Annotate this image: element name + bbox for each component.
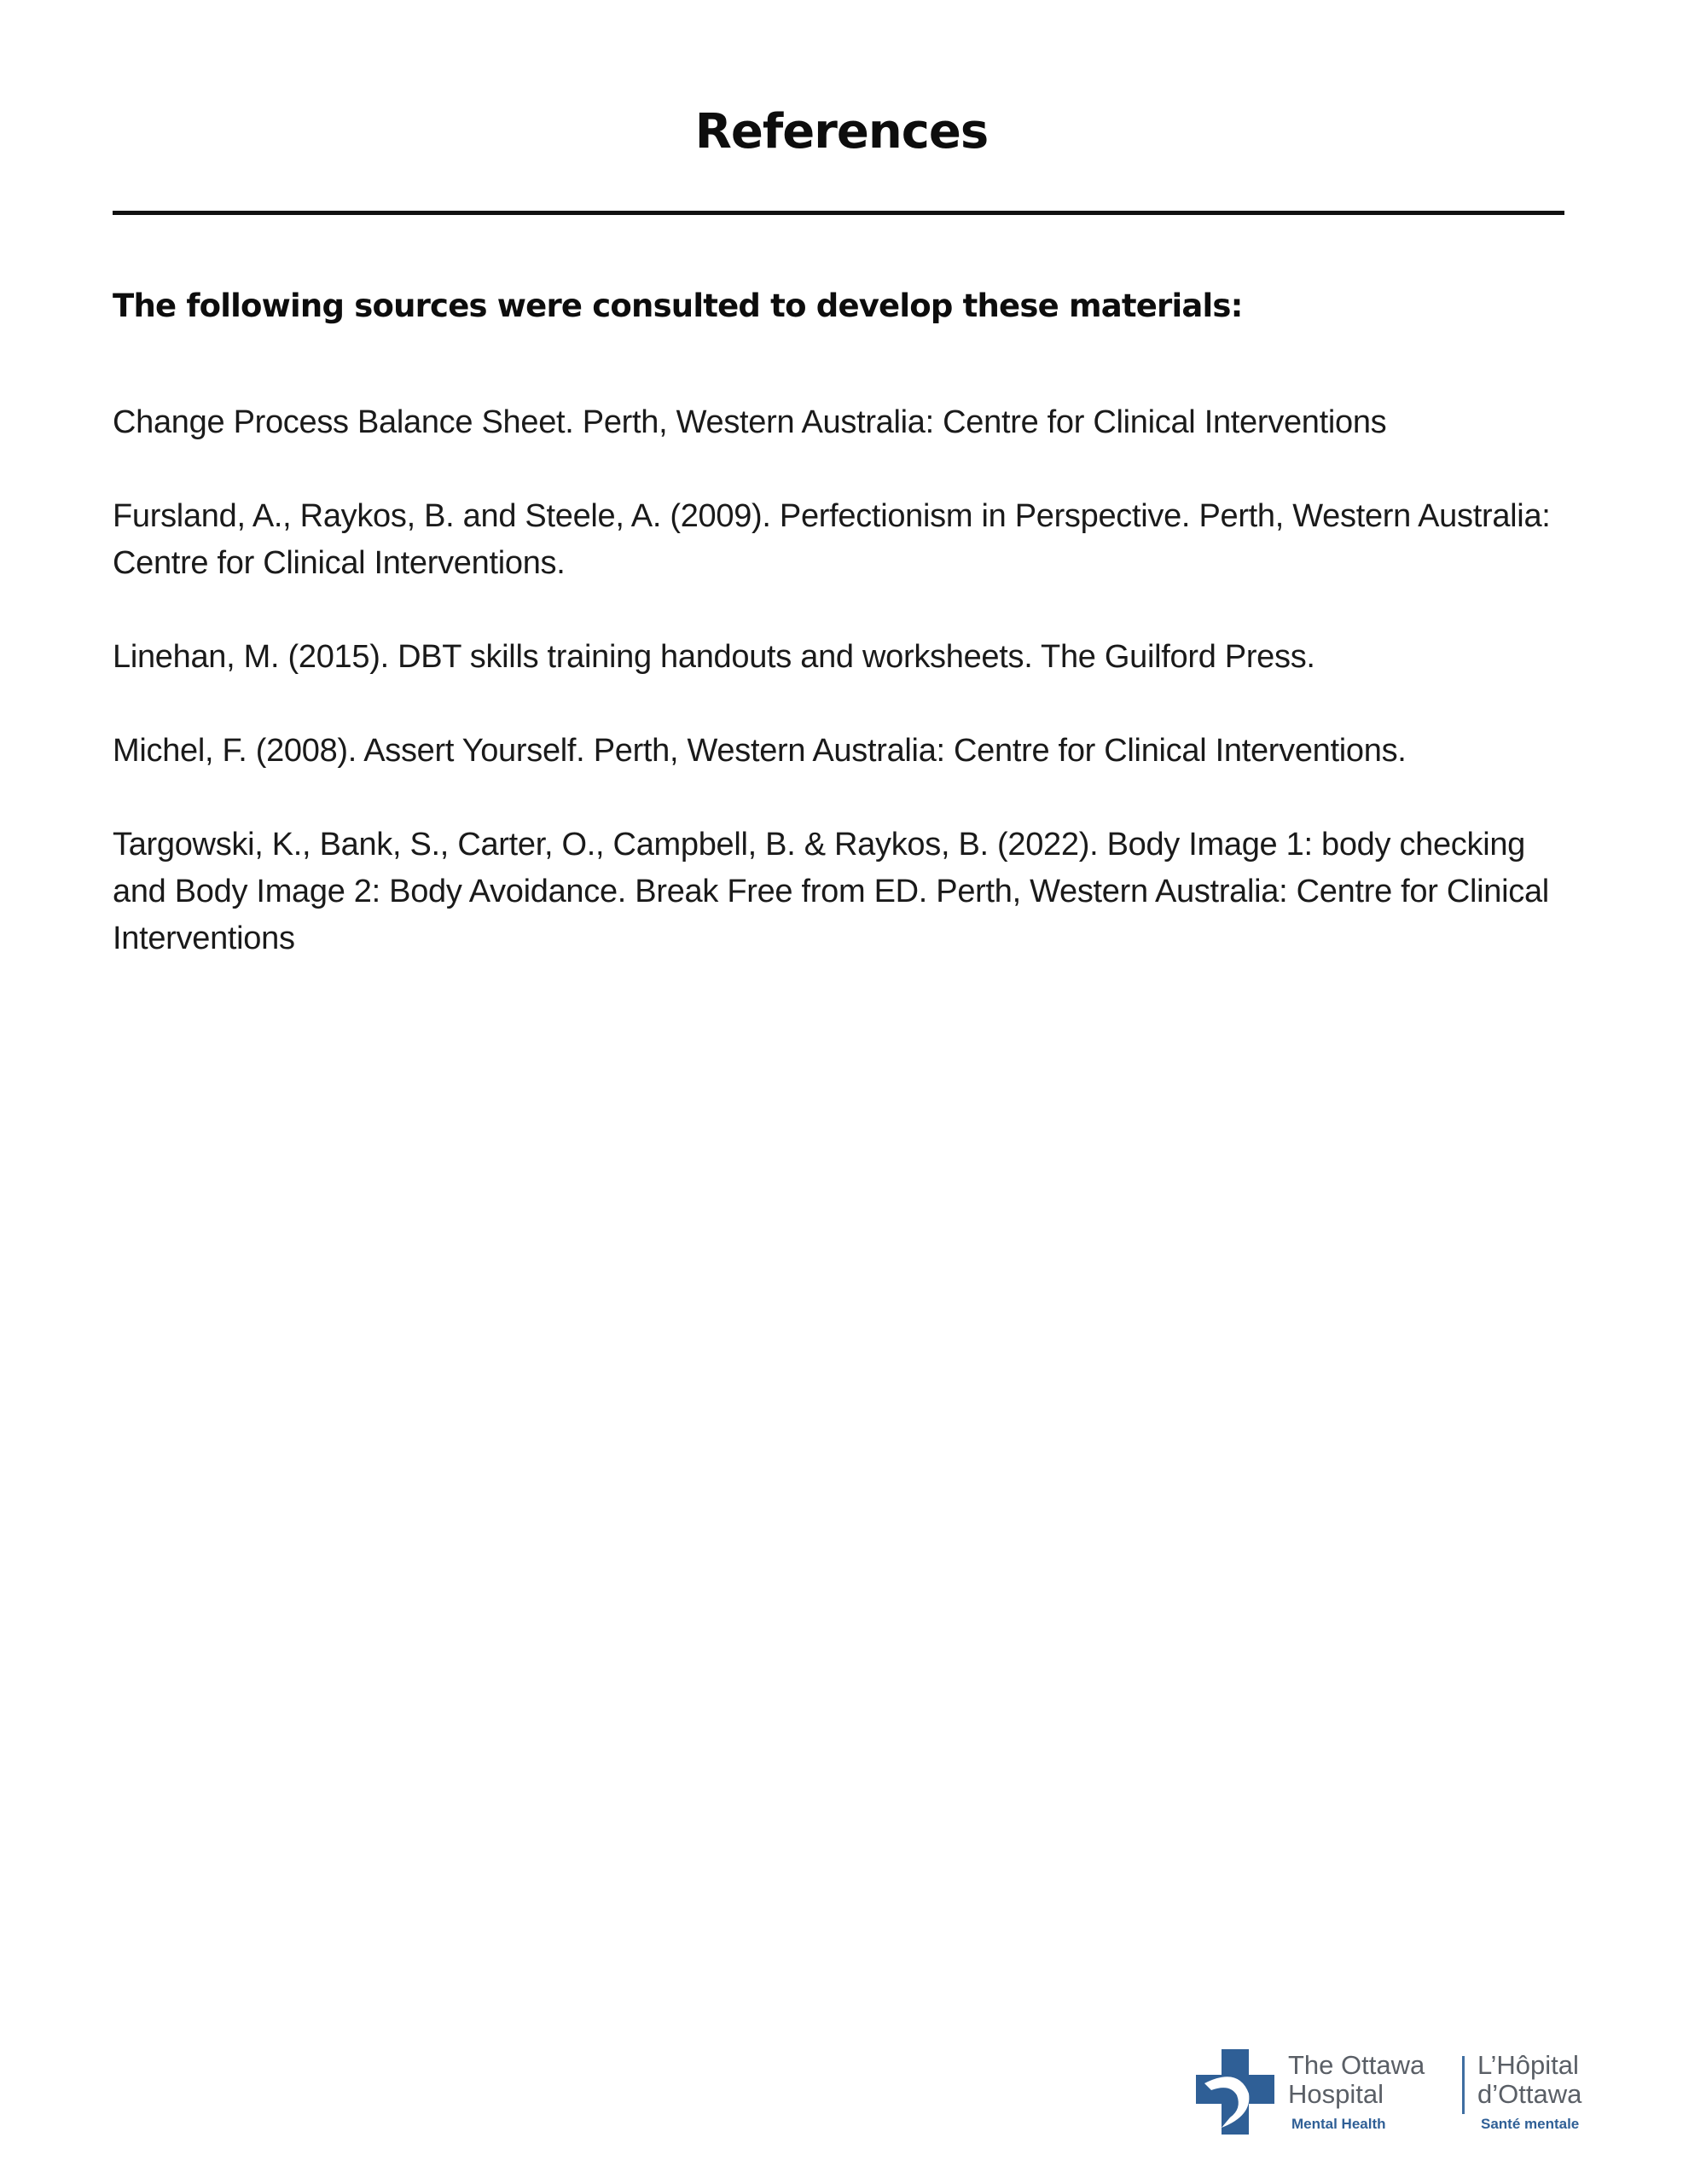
- logo-french-line1: L’Hôpital: [1477, 2050, 1579, 2080]
- logo-divider: [1462, 2056, 1465, 2114]
- logo-english-line1: The Ottawa: [1288, 2050, 1425, 2080]
- reference-item: Change Process Balance Sheet. Perth, Western Australia: Centre for Clinical Interventions: [113, 404, 1387, 440]
- logo-english-line2: Hospital: [1288, 2079, 1384, 2109]
- page-title: References: [694, 104, 989, 160]
- hospital-cross-icon: [1196, 2049, 1274, 2135]
- logo-english-sub: Mental Health: [1291, 2116, 1386, 2132]
- logo-french-sub: Santé mentale: [1481, 2116, 1580, 2132]
- logo-french-line2: d’Ottawa: [1477, 2079, 1582, 2109]
- reference-item: Targowski, K., Bank, S., Carter, O., Campbell, B. & Raykos, B. (2022). Body Image 1: body checking and Body Image 2: Body Avoidance. Break Free from ED. Perth, Western Australia: Centre for Clinical Interventions: [113, 827, 1549, 956]
- reference-item: Fursland, A., Raykos, B. and Steele, A. (2009). Perfectionism in Perspective. Perth, Western Australia: Centre for Clinical Interventions.: [113, 498, 1551, 581]
- reference-item: Michel, F. (2008). Assert Yourself. Perth, Western Australia: Centre for Clinical Interventions.: [113, 733, 1407, 769]
- title-divider: [113, 211, 1564, 215]
- ottawa-hospital-logo: [1196, 2049, 1622, 2140]
- intro-heading: The following sources were consulted to develop these materials:: [113, 288, 1243, 324]
- reference-item: Linehan, M. (2015). DBT skills training handouts and worksheets. The Guilford Press.: [113, 639, 1315, 675]
- logo-french: [1477, 2051, 1648, 2133]
- reference-list: [113, 399, 1571, 1009]
- logo-english: [1288, 2051, 1459, 2133]
